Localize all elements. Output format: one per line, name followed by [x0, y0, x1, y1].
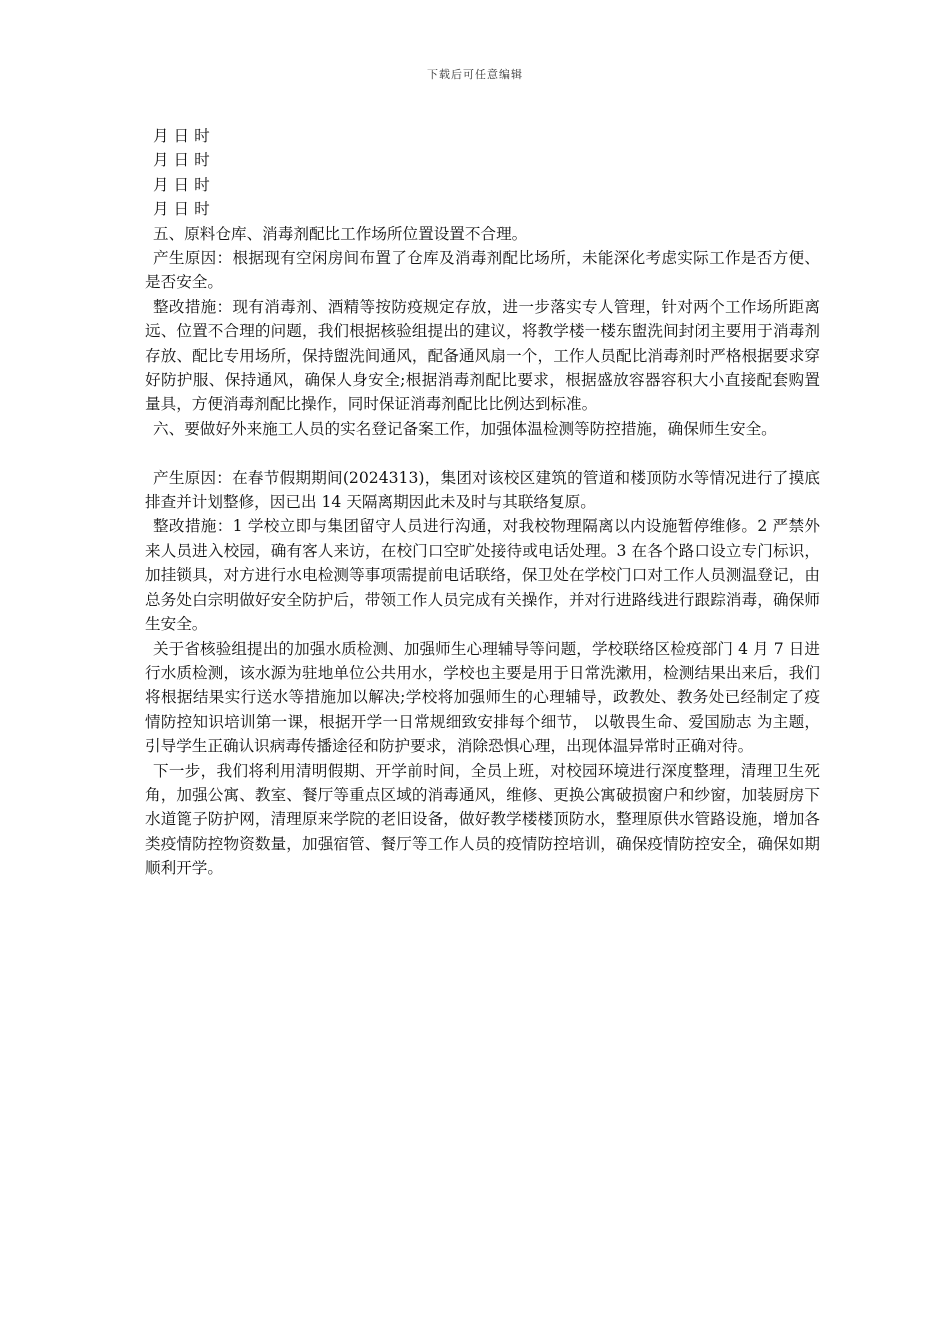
date-line-2: 月 日 时: [153, 151, 210, 170]
document-body: [145, 124, 820, 881]
measures-paragraph-5: 整改措施：现有消毒剂、酒精等按防疫规定存放，进一步落实专人管理，针对两个工作场所距离远、位置不合理的问题，我们根据核验组提出的建议，将教学楼一楼东盥洗间封闭主要用于消毒剂存放、配比专用场所，保持盥洗间通风，配备通风扇一个，工作人员配比消毒剂时严格根据要求穿好防护服、保持通风，确保人身安全;根据消毒剂配比要求，根据盛放容器容积大小直接配套购置量具，方便消毒剂配比操作，同时保证消毒剂配比比例达到标准。: [145, 297, 820, 414]
cause-paragraph-5: 产生原因：根据现有空闲房间布置了仓库及消毒剂配比场所，未能深化考虑实际工作是否方便、是否安全。: [145, 249, 820, 292]
page-header: 下载后可任意编辑: [427, 68, 523, 81]
measures-paragraph-6: 整改措施：1 学校立即与集团留守人员进行沟通，对我校物理隔离以内设施暂停维修。2 严禁外来人员进入校园，确有客人来访，在校门口空旷处接待或电话处理。3 在各个路口设立专门标识，加挂锁具，对方进行水电检测等事项需提前电话联络，保卫处在学校门口对工作人员测温登记，由总务处白宗明做好安全防护后，带领工作人员完成有关操作，并对行进路线进行跟踪消毒，确保师生安全。: [145, 517, 820, 634]
date-line-1: 月 日 时: [153, 127, 210, 145]
next-steps-paragraph: 下一步，我们将利用清明假期、开学前时间，全员上班，对校园环境进行深度整理，清理卫生死角，加强公寓、教室、餐厅等重点区域的消毒通风，维修、更换公寓破损窗户和纱窗，加装厨房下水道篦子防护网，清理原来学院的老旧设备，做好教学楼楼顶防水，整理原供水管路设施，增加各类疫情防控物资数量，加强宿管、餐厅等工作人员的疫情防控培训，确保疫情防控安全，确保如期顺利开学。: [145, 761, 820, 878]
section-heading-5: 五、原料仓库、消毒剂配比工作场所位置设置不合理。: [153, 224, 528, 243]
section-heading-6: 六、要做好外来施工人员的实名登记备案工作，加强体温检测等防控措施，确保师生安全。: [153, 419, 777, 438]
blank-line: [145, 441, 820, 465]
date-line-3: 月 日 时: [153, 175, 210, 194]
cause-paragraph-6: 产生原因：在春节假期期间(2024313)，集团对该校区建筑的管道和楼顶防水等情况进行了摸底排查并计划整修，因已出 14 天隔离期因此未及时与其联络复原。: [145, 468, 820, 512]
date-line-4: 月 日 时: [153, 200, 210, 219]
water-quality-paragraph: 关于省核验组提出的加强水质检测、加强师生心理辅导等问题，学校联络区检疫部门 4 月 7 日进行水质检测，该水源为驻地单位公共用水，学校也主要是用于日常洗漱用，检测结果出来后，我们将根据结果实行送水等措施加以解决;学校将加强师生的心理辅导，政教处、教务处已经制定了疫情防控知识培训第一课，根据开学一日常规细致安排每个细节， 以敬畏生命、爱国励志 为主题，引导学生正确认识病毒传播途径和防护要求，消除恐惧心理，出现体温异常时正确对待。: [145, 639, 820, 756]
